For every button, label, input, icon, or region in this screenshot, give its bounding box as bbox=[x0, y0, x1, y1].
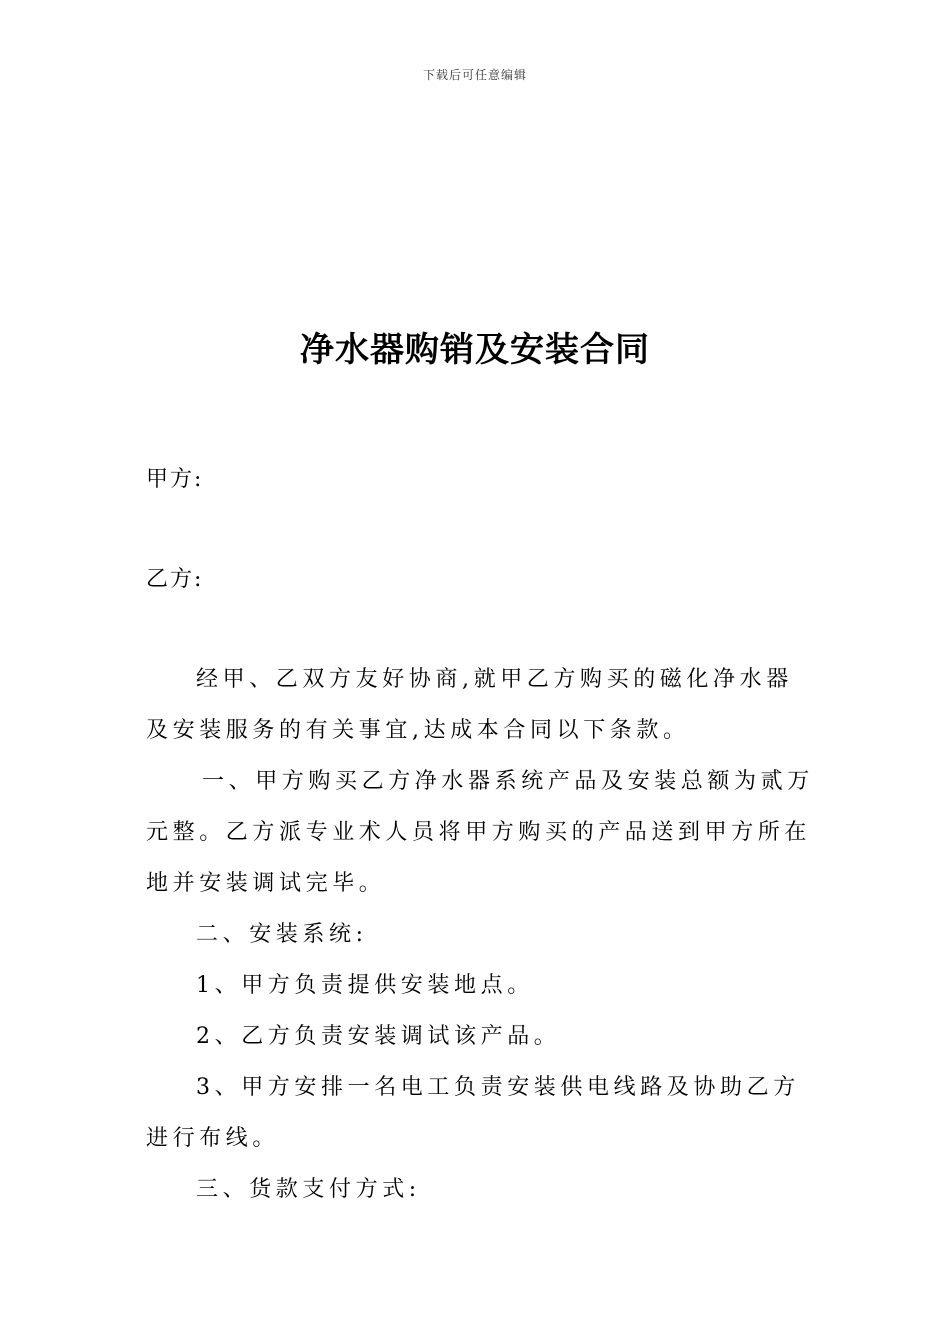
paragraph-clause-3-heading: 三、货款支付方式: bbox=[196, 1177, 421, 1202]
document-title: 净水器购销及安装合同 bbox=[300, 330, 650, 370]
header-note: 下载后可任意编辑 bbox=[422, 68, 527, 82]
party-b-label: 乙方: bbox=[146, 567, 204, 592]
paragraph-clause-1: 一、甲方购买乙方净水器系统产品及安装总额为贰万元整。乙方派专业术人员将甲方购买的产品送到甲方所在地并安装调试完毕。 bbox=[146, 769, 814, 896]
party-a-label: 甲方: bbox=[146, 467, 204, 492]
paragraph-clause-2-item-1: 1、甲方负责提供安装地点。 bbox=[196, 973, 534, 998]
paragraph-clause-2-heading: 二、安装系统: bbox=[196, 922, 368, 947]
contract-body bbox=[146, 654, 814, 1215]
paragraph-clause-2-item-3: 3、甲方安排一名电工负责安装供电线路及协助乙方进行布线。 bbox=[146, 1075, 800, 1151]
paragraph-clause-2-item-2: 2、乙方负责安装调试该产品。 bbox=[196, 1024, 561, 1049]
paragraph-intro: 经甲、乙双方友好协商,就甲乙方购买的磁化净水器及安装服务的有关事宜,达成本合同以下条款。 bbox=[146, 667, 793, 743]
